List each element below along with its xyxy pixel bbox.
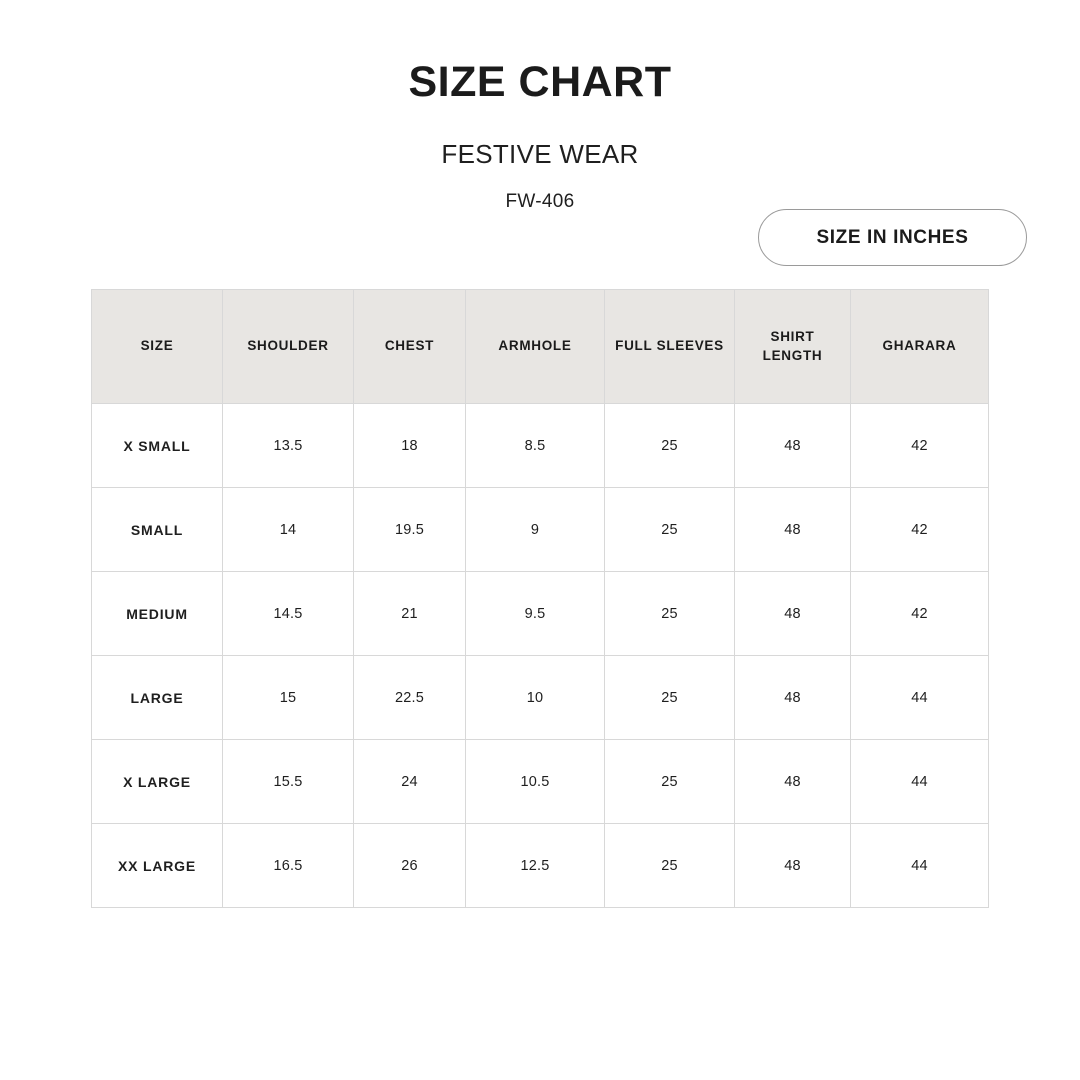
cell-chest: 21 [354,572,466,656]
cell-shirt-length: 48 [735,572,851,656]
cell-size: XX LARGE [92,824,223,908]
cell-full-sleeves: 25 [605,404,735,488]
cell-gharara: 44 [851,740,989,824]
column-header-armhole: ARMHOLE [466,290,605,404]
column-header-chest: CHEST [354,290,466,404]
cell-shirt-length: 48 [735,740,851,824]
cell-gharara: 42 [851,404,989,488]
cell-full-sleeves: 25 [605,572,735,656]
cell-shirt-length: 48 [735,656,851,740]
style-code: FW-406 [505,191,575,213]
table-row [92,656,989,740]
cell-chest: 18 [354,404,466,488]
cell-armhole: 12.5 [466,824,605,908]
cell-armhole: 8.5 [466,404,605,488]
cell-shoulder: 13.5 [223,404,354,488]
unit-badge [758,209,1027,266]
table-row [92,404,989,488]
table-row [92,572,989,656]
measurements-table [91,289,989,908]
cell-full-sleeves: 25 [605,656,735,740]
cell-full-sleeves: 25 [605,488,735,572]
cell-gharara: 42 [851,572,989,656]
cell-chest: 26 [354,824,466,908]
cell-shoulder: 16.5 [223,824,354,908]
cell-shoulder: 15 [223,656,354,740]
cell-size: X SMALL [92,404,223,488]
column-header-size: SIZE [92,290,223,404]
table-row [92,740,989,824]
collection-subtitle: FESTIVE WEAR [441,139,639,170]
cell-chest: 19.5 [354,488,466,572]
cell-chest: 22.5 [354,656,466,740]
cell-shirt-length: 48 [735,824,851,908]
column-header-shoulder: SHOULDER [223,290,354,404]
table-header-row [92,290,989,404]
cell-shoulder: 15.5 [223,740,354,824]
cell-armhole: 9.5 [466,572,605,656]
cell-size: MEDIUM [92,572,223,656]
cell-armhole: 10 [466,656,605,740]
column-header-full-sleeves: FULL SLEEVES [605,290,735,404]
table-row [92,824,989,908]
cell-shirt-length: 48 [735,488,851,572]
cell-full-sleeves: 25 [605,740,735,824]
cell-chest: 24 [354,740,466,824]
column-header-shirt-length: SHIRT LENGTH [735,290,851,404]
column-header-gharara: GHARARA [851,290,989,404]
cell-size: SMALL [92,488,223,572]
cell-shoulder: 14 [223,488,354,572]
page-title: SIZE CHART [408,58,672,106]
measurements-table-wrapper [91,289,988,908]
cell-shirt-length: 48 [735,404,851,488]
cell-full-sleeves: 25 [605,824,735,908]
unit-badge-label: SIZE IN INCHES [816,226,969,248]
table-header [92,290,989,404]
cell-size: X LARGE [92,740,223,824]
cell-armhole: 10.5 [466,740,605,824]
cell-shoulder: 14.5 [223,572,354,656]
cell-armhole: 9 [466,488,605,572]
cell-gharara: 44 [851,656,989,740]
table-body [92,404,989,908]
table-row [92,488,989,572]
cell-size: LARGE [92,656,223,740]
cell-gharara: 42 [851,488,989,572]
cell-gharara: 44 [851,824,989,908]
